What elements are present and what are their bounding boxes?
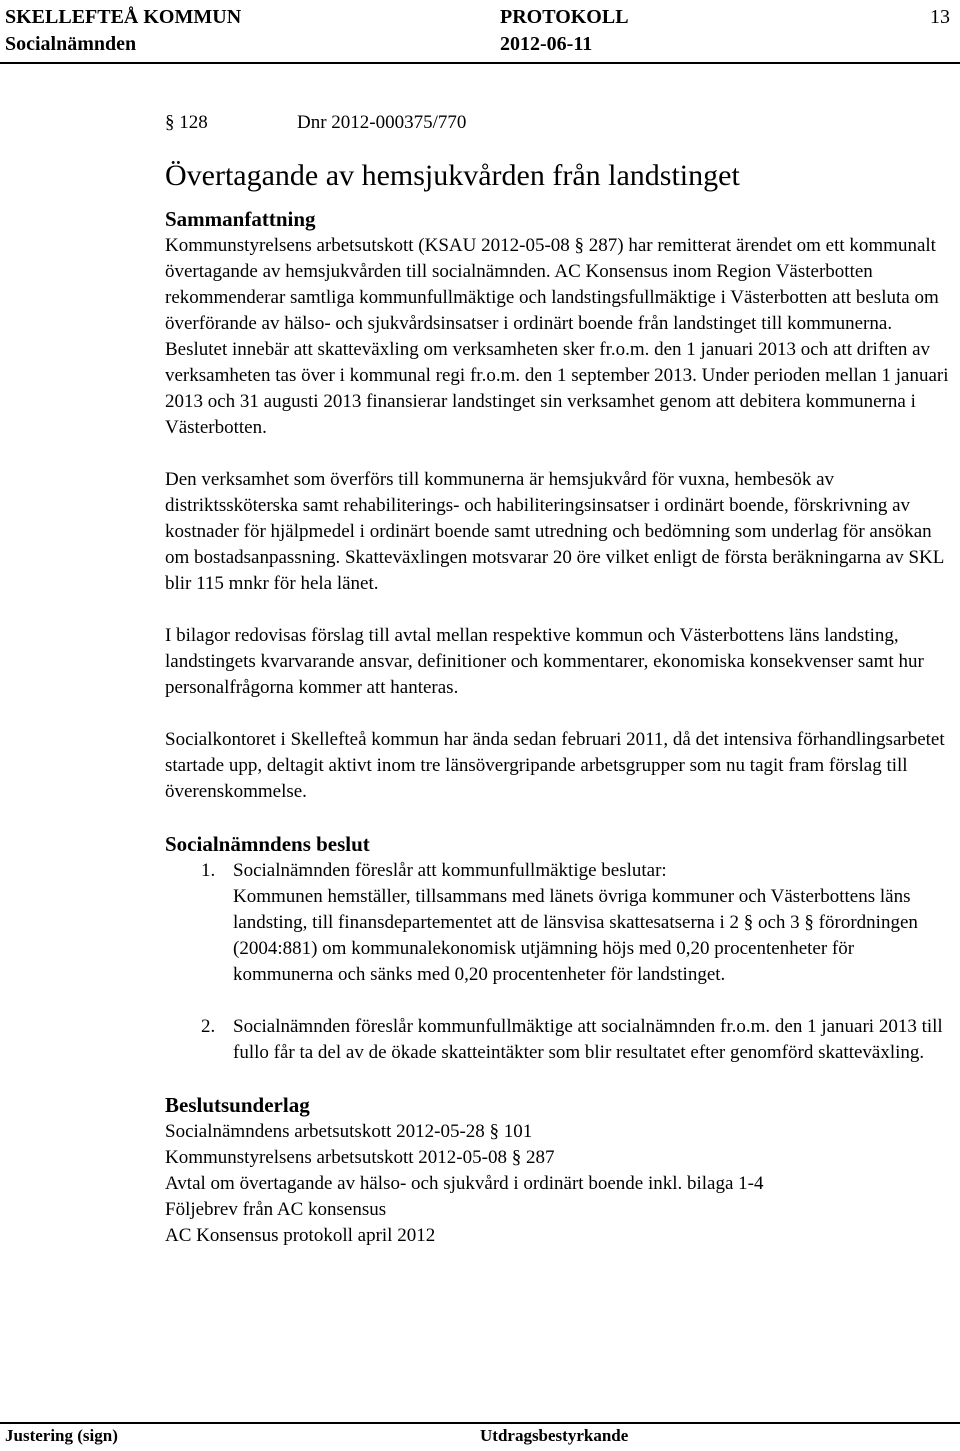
dnr: Dnr 2012-000375/770	[297, 112, 467, 133]
committee-name: Socialnämnden	[5, 33, 137, 55]
basis-item: Följebrev från AC konsensus	[165, 1199, 387, 1220]
header-divider	[0, 62, 960, 64]
page-title: Övertagande av hemsjukvården från landstinget	[165, 159, 740, 192]
decision-item-number: 2.	[201, 1016, 216, 1037]
paragraph-number: § 128	[165, 112, 208, 133]
decision-item-text: Socialnämnden föreslår kommunfullmäktige att socialnämnden fr.o.m. den 1 januari 2013 till fullo får ta del av de ökade skatteintäkter som blir resultatet efter genomförd skatteväxling.	[233, 1016, 943, 1063]
meeting-date: 2012-06-11	[500, 33, 593, 55]
decision-item-number: 1.	[201, 860, 216, 881]
page-number: 13	[930, 6, 950, 28]
footer-certification-label: Utdragsbestyrkande	[480, 1426, 629, 1445]
case-reference	[165, 110, 950, 140]
summary-paragraph: Socialkontoret i Skellefteå kommun har ända sedan februari 2011, då det intensiva förhandlingsarbetet startade upp, deltagit aktivt inom tre länsövergripande arbetsgrupper som nu tagit fram förslag till överenskommelse.	[165, 729, 945, 802]
basis-item: Socialnämndens arbetsutskott 2012-05-28 § 101	[165, 1121, 533, 1142]
basis-item: Avtal om övertagande av hälso- och sjukvård i ordinärt boende inkl. bilaga 1-4	[165, 1173, 764, 1194]
decision-heading: Socialnämndens beslut	[165, 832, 370, 856]
basis-heading: Beslutsunderlag	[165, 1093, 310, 1117]
basis-item: Kommunstyrelsens arbetsutskott 2012-05-08 § 287	[165, 1147, 555, 1168]
summary-paragraph: Kommunstyrelsens arbetsutskott (KSAU 2012-05-08 § 287) har remitterat ärendet om ett kommunalt övertagande av hemsjukvården till socialnämnden. AC Konsensus inom Region Västerbotten rekommenderar samtliga kommunfullmäktige och landstingsfullmäktige i Västerbotten att besluta om överförande av hälso- och sjukvårdsinsatser i ordinärt boende från landstinget till kommunerna. Beslutet innebär att skatteväxling om verksamheten sker fr.o.m. den 1 januari 2013 och att driften av verksamheten tas över i kommunal regi fr.o.m. den 1 september 2013. Under perioden mellan 1 januari 2013 och 31 augusti 2013 finansierar landstinget sin verksamhet genom att debitera kommunerna i Västerbotten.	[165, 235, 949, 438]
summary-paragraph: I bilagor redovisas förslag till avtal mellan respektive kommun och Västerbottens läns landsting, landstingets kvarvarande ansvar, definitioner och kommentarer, ekonomiska konsekvenser samt hur personalfrågorna kommer att hanteras.	[165, 625, 924, 698]
page-header	[5, 5, 950, 61]
decision-item-text: Socialnämnden föreslår att kommunfullmäktige beslutar: Kommunen hemställer, tillsammans med länets övriga kommuner och Västerbottens läns landsting, till finansdepartementet att de länsvisa skattesatserna i 2 § och 3 § förordningen (2004:881) om kommunalekonomisk utjämning höjs med 0,20 procentenheter för kommunerna och sänks med 0,20 procentenheter för landstinget.	[233, 860, 918, 985]
decision-item	[165, 858, 950, 988]
summary-paragraph: Den verksamhet som överförs till kommunerna är hemsjukvård för vuxna, hembesök av distriktssköterska samt rehabiliterings- och habiliteringsinsatser i ordinärt boende, förskrivning av kostnader för hjälpmedel i ordinärt boende samt utredning och bedömning som underlag för ansökan om bostadsanpassning. Skatteväxlingen motsvarar 20 öre vilket enligt de första beräkningarna av SKL blir 115 mnkr för hela länet.	[165, 469, 944, 594]
basis-item: AC Konsensus protokoll april 2012	[165, 1225, 436, 1246]
footer-divider	[0, 1422, 960, 1424]
basis-list	[165, 1119, 950, 1249]
document-body	[165, 110, 950, 1249]
document-type: PROTOKOLL	[500, 6, 629, 28]
org-name: SKELLEFTEÅ KOMMUN	[5, 6, 242, 28]
decision-item	[165, 1014, 950, 1066]
summary-heading: Sammanfattning	[165, 207, 316, 231]
decision-list	[165, 858, 950, 1066]
footer-signature-label: Justering (sign)	[5, 1426, 118, 1445]
